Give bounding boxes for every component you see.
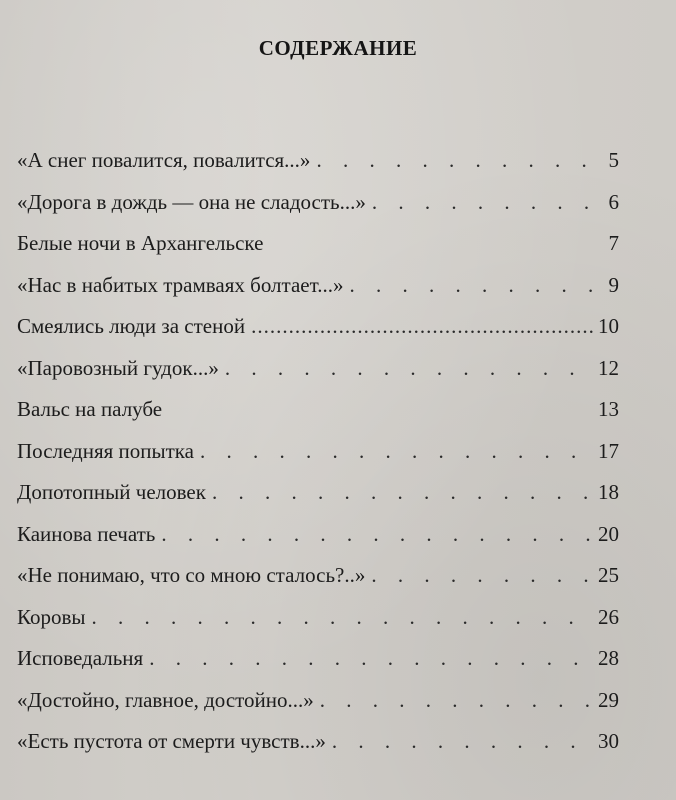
toc-entry-page: 7	[608, 231, 619, 255]
toc-entry-title: «Паровозный гудок...»	[17, 355, 219, 380]
toc-entry-page: 20	[598, 521, 619, 546]
dot-leader	[349, 273, 604, 298]
toc-entry	[17, 314, 619, 356]
toc-entry	[17, 356, 619, 398]
toc-entry-title: Исповедальня	[17, 646, 144, 670]
dot-leader	[371, 563, 594, 588]
dot-leader	[200, 439, 594, 464]
toc-entry-page: 12	[598, 355, 619, 380]
toc-entry-page: 9	[608, 272, 619, 297]
toc-entry-title: «Нас в набитых трамваях болтает...»	[17, 272, 344, 297]
toc-entry-page: 28	[598, 646, 619, 670]
dot-leader	[149, 646, 594, 671]
toc-entry-title: Белые ночи в Архангельске	[17, 231, 264, 255]
toc-entry-page: 13	[598, 397, 619, 421]
toc-entry-title: Последняя попытка	[17, 438, 194, 463]
dot-leader	[372, 190, 605, 215]
toc-entry	[17, 397, 619, 439]
toc-entry-title: Вальс на палубе	[17, 397, 163, 421]
toc-entry-page: 26	[598, 604, 619, 629]
toc-entry-page: 10	[598, 314, 619, 338]
toc-entry-page: 30	[598, 729, 619, 753]
toc-entry-title: Допотопный человек	[17, 480, 206, 504]
toc-entry	[17, 273, 619, 315]
toc-entry	[17, 522, 619, 564]
dot-leader	[316, 148, 604, 173]
toc-entry	[17, 563, 619, 605]
toc-entry-page: 5	[608, 148, 619, 172]
toc-entry-page: 29	[598, 687, 619, 712]
toc-entry-title: «Дорога в дождь — она не сладость...»	[17, 189, 366, 214]
dot-leader	[92, 605, 595, 630]
toc-entry-title: «Не понимаю, что со мною сталось?..»	[17, 563, 366, 587]
toc-entry-title: «Достойно, главное, достойно...»	[17, 687, 314, 712]
toc-entry-page: 25	[598, 563, 619, 587]
table-of-contents	[17, 148, 619, 771]
toc-entry	[17, 646, 619, 688]
toc-entry	[17, 439, 619, 481]
dot-leader	[225, 356, 594, 381]
dot-leader	[212, 480, 594, 505]
toc-entry-page: 6	[608, 189, 619, 214]
toc-entry-page: 17	[598, 438, 619, 463]
toc-entry	[17, 148, 619, 190]
toc-entry	[17, 231, 619, 273]
toc-entry-page: 18	[598, 480, 619, 504]
toc-entry-title: Смеялись люди за стеной	[17, 314, 246, 338]
toc-entry	[17, 480, 619, 522]
toc-entry	[17, 729, 619, 771]
page-title: СОДЕРЖАНИЕ	[258, 36, 418, 60]
toc-entry-title: «Есть пустота от смерти чувств...»	[17, 729, 326, 753]
toc-entry-title: Каинова печать	[17, 521, 156, 546]
toc-entry	[17, 605, 619, 647]
dot-leader	[161, 522, 594, 547]
dot-leader	[251, 314, 594, 339]
dot-leader	[332, 729, 594, 754]
toc-entry	[17, 190, 619, 232]
toc-entry-title: «А снег повалится, повалится...»	[17, 148, 311, 172]
toc-entry	[17, 688, 619, 730]
toc-entry-title: Коровы	[17, 604, 86, 629]
dot-leader	[320, 688, 594, 713]
